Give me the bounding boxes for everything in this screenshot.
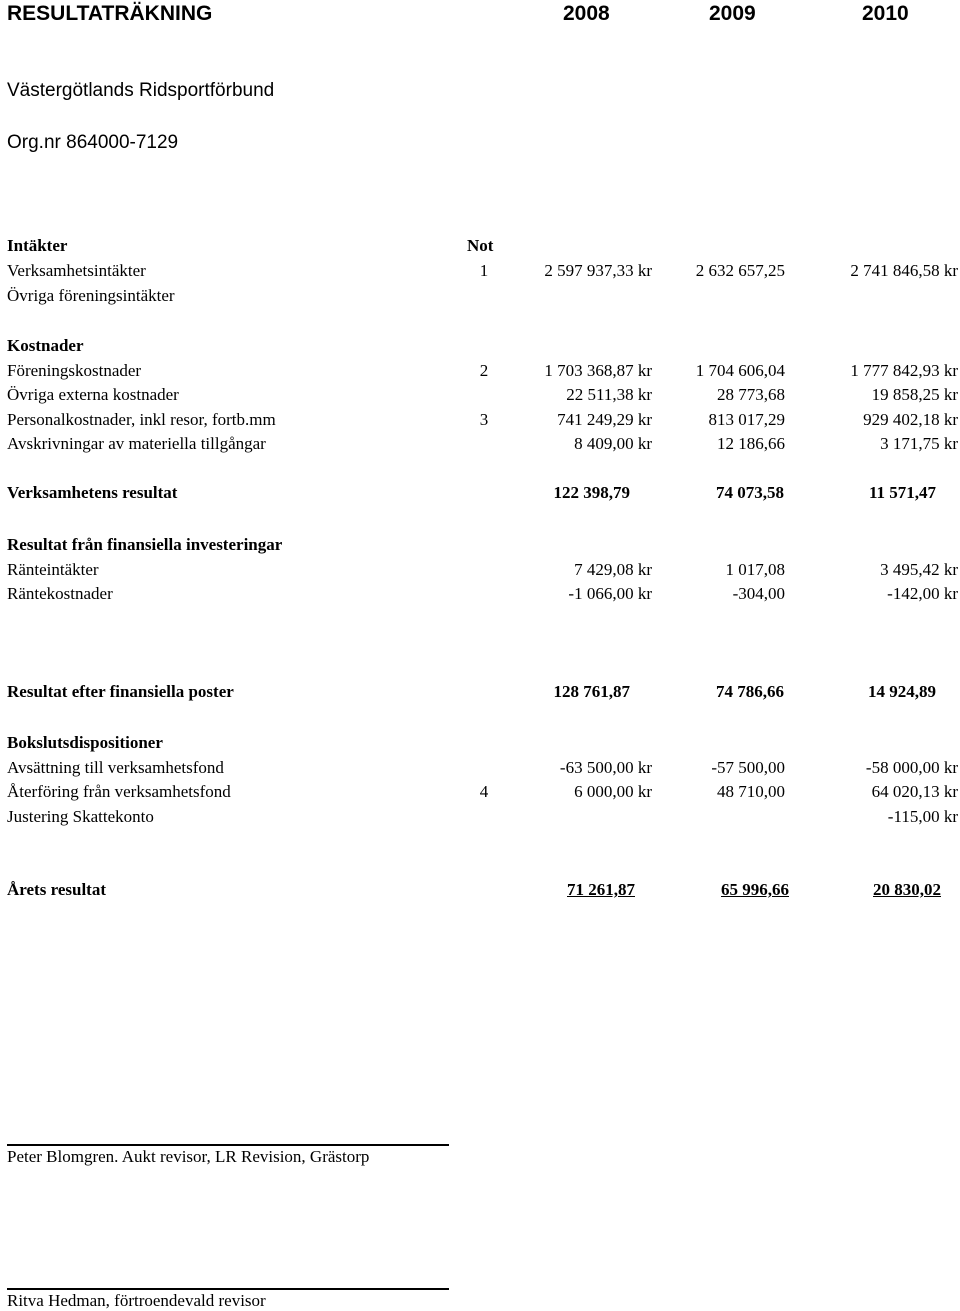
value-2009: 28 773,68 [717,385,785,404]
value-2010: 3 495,42 kr [880,560,958,579]
year-result-row [0,878,960,902]
value-2009: 813 017,29 [708,410,785,429]
year-2010-header: 2010 [862,2,909,25]
row-label: Avsättning till verksamhetsfond [7,758,224,777]
value-2008: 122 398,79 [553,483,630,502]
table-row [0,359,960,383]
value-2009: 74 073,58 [716,483,784,502]
income-heading: Intäkter [7,236,68,255]
signature-lay-auditor: Ritva Hedman, förtroendevald revisor [7,1291,266,1310]
row-label: Resultat efter finansiella poster [7,682,234,701]
income-heading-row [0,234,960,258]
value-2008: 2 597 937,33 kr [544,261,652,280]
signature-auditor: Peter Blomgren. Aukt revisor, LR Revision, Grästorp [7,1147,370,1166]
value-2010: 1 777 842,93 kr [850,361,958,380]
value-2009: 74 786,66 [716,682,784,701]
value-2009: 48 710,00 [717,782,785,801]
report-title: RESULTATRÄKNING [7,2,213,25]
row-label: Återföring från verksamhetsfond [7,782,231,801]
value-2008: 128 761,87 [553,682,630,701]
value-2008: 8 409,00 kr [574,434,652,453]
operating-result-row [0,481,960,505]
row-label: Avskrivningar av materiella tillgångar [7,434,266,453]
table-row [0,408,960,432]
row-note: 4 [479,782,489,801]
row-label: Räntekostnader [7,584,113,603]
row-label: Personalkostnader, inkl resor, fortb.mm [7,410,276,429]
financial-heading: Resultat från finansiella investeringar [7,535,283,554]
value-2008: -1 066,00 kr [568,584,652,603]
year-2008-header: 2008 [563,2,610,25]
appropriations-heading: Bokslutsdispositioner [7,733,163,752]
table-row [0,805,960,829]
value-2010: 929 402,18 kr [863,410,958,429]
row-label: Övriga föreningsintäkter [7,286,175,305]
table-row [0,432,960,456]
value-2010: 14 924,89 [868,682,936,701]
value-2010: -142,00 kr [887,584,958,603]
value-2008: 6 000,00 kr [574,782,652,801]
year-2009-header: 2009 [709,2,756,25]
table-row [0,558,960,582]
table-row [0,284,960,308]
organization-name: Västergötlands Ridsportförbund [7,80,275,101]
value-2009: 2 632 657,25 [695,261,785,280]
row-label: Övriga externa kostnader [7,385,179,404]
value-2010: 2 741 846,58 kr [850,261,958,280]
table-row [0,383,960,407]
row-note: 1 [479,261,489,280]
row-note: 3 [479,410,489,429]
costs-heading: Kostnader [7,336,84,355]
value-2008: -63 500,00 kr [559,758,652,777]
table-row [0,582,960,606]
signature-line [7,1288,449,1290]
table-row [0,756,960,780]
table-row [0,259,960,283]
value-2008: 71 261,87 [567,880,635,899]
value-2010: -115,00 kr [887,807,958,826]
value-2009: 65 996,66 [721,880,789,899]
value-2010: 19 858,25 kr [871,385,958,404]
value-2010: 64 020,13 kr [871,782,958,801]
row-label: Justering Skattekonto [7,807,154,826]
signature-line [7,1144,449,1146]
after-financial-row [0,680,960,704]
value-2008: 741 249,29 kr [557,410,652,429]
row-label: Verksamhetsintäkter [7,261,146,280]
value-2008: 1 703 368,87 kr [544,361,652,380]
value-2010: 11 571,47 [868,483,936,502]
value-2009: -57 500,00 [711,758,785,777]
appropriations-heading-row [0,731,960,755]
value-2008: 22 511,38 kr [566,385,652,404]
costs-heading-row [0,334,960,358]
row-label: Verksamhetens resultat [7,483,178,502]
value-2010: 20 830,02 [873,880,941,899]
table-row [0,780,960,804]
organization-number: Org.nr 864000-7129 [7,132,179,153]
value-2009: 1 017,08 [725,560,785,579]
value-2010: -58 000,00 kr [865,758,958,777]
row-note: 2 [479,361,489,380]
financial-heading-row [0,533,960,557]
value-2008: 7 429,08 kr [574,560,652,579]
row-label: Ränteintäkter [7,560,99,579]
value-2010: 3 171,75 kr [880,434,958,453]
value-2009: 1 704 606,04 [695,361,785,380]
note-column-heading: Not [467,236,494,255]
value-2009: 12 186,66 [717,434,785,453]
row-label: Föreningskostnader [7,361,142,380]
value-2009: -304,00 [732,584,785,603]
row-label: Årets resultat [7,880,106,899]
